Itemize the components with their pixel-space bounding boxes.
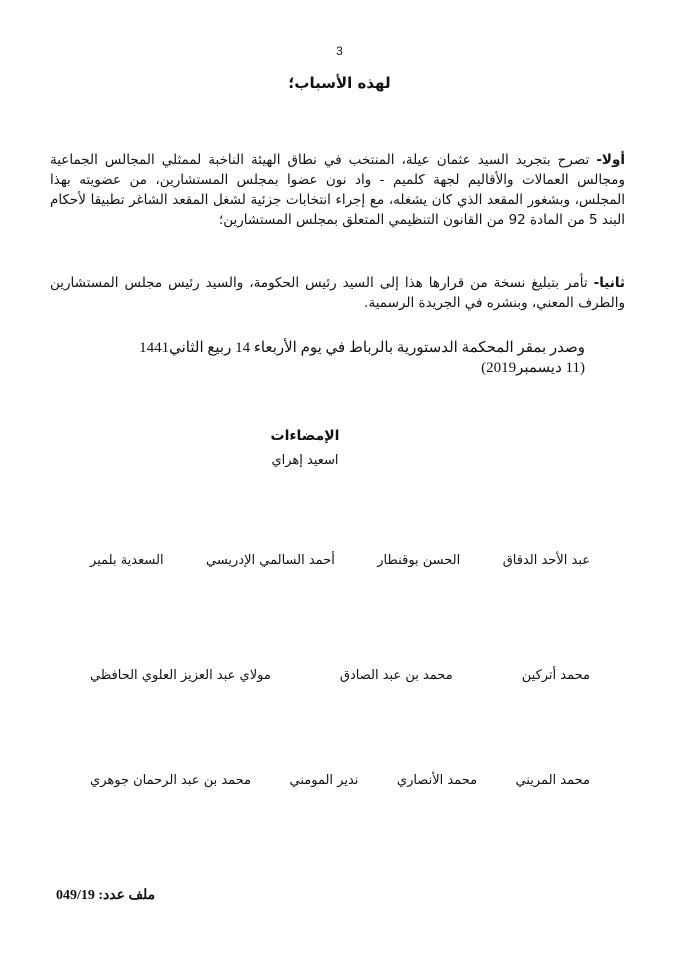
second-label: ثانيا- — [593, 275, 625, 291]
signature-row — [90, 773, 590, 788]
signatory: ندير المومني — [289, 773, 359, 788]
signature-row — [90, 668, 590, 683]
first-text: تصرح بتجريد السيد عثمان عيلة، المنتخب في نطاق الهيئة الناخبة لممثلي المجالس الجماعية ومجالس العمالات والأقاليم لجهة كلميم - واد نون عضوا بمجلس المستشارين، من عضويته بهذا المجلس، وبشغور المقعد الذي كان يشغله، مع إجراء انتخابات جزئية لشغل المقعد الشاغر تطبيقا لأحكام البند 5 من المادة 92 من القانون التنظيمي المتعلق بمجلس المستشارين؛ — [50, 152, 625, 228]
first-label: أولا- — [596, 152, 625, 168]
ruling-second-paragraph — [50, 273, 625, 313]
page-number: 3 — [336, 44, 343, 58]
president-signature: اسعيد إهراي — [271, 453, 339, 468]
second-text: تأمر بتبليغ نسخة من قرارها هذا إلى السيد رئيس الحكومة، والسيد رئيس مجلس المستشارين والطرف المعني، وبنشره في الجريدة الرسمية. — [50, 275, 625, 311]
signature-row — [90, 553, 590, 568]
issued-line-1: وصدر بمقر المحكمة الدستورية بالرباط في يوم الأربعاء 14 ربيع الثاني1441 — [139, 340, 585, 356]
section-heading: لهذه الأسباب؛ — [288, 74, 391, 92]
signatures-title: الإمضاءات — [270, 428, 340, 444]
signatory: محمد المريني — [515, 773, 590, 788]
signatory: محمد الأنصاري — [396, 773, 478, 788]
issued-line-2: (11 ديسمبر2019) — [481, 360, 585, 376]
issued-statement — [40, 338, 585, 378]
signatory: محمد بن عبد الصادق — [339, 668, 453, 683]
signatory: محمد بن عبد الرحمان جوهري — [90, 773, 252, 788]
signatory: عبد الأحد الدقاق — [502, 553, 590, 568]
signatory: الحسن بوقنطار — [377, 553, 461, 568]
file-number: ملف عدد: 049/19 — [56, 888, 156, 903]
ruling-first-paragraph — [50, 150, 625, 230]
signatory: مولاي عبد العزيز العلوي الحافظي — [90, 668, 271, 683]
signatory: أحمد السالمي الإدريسي — [206, 553, 335, 568]
signatory: محمد أتركين — [521, 668, 590, 683]
signatory: السعدية بلمير — [90, 553, 164, 568]
